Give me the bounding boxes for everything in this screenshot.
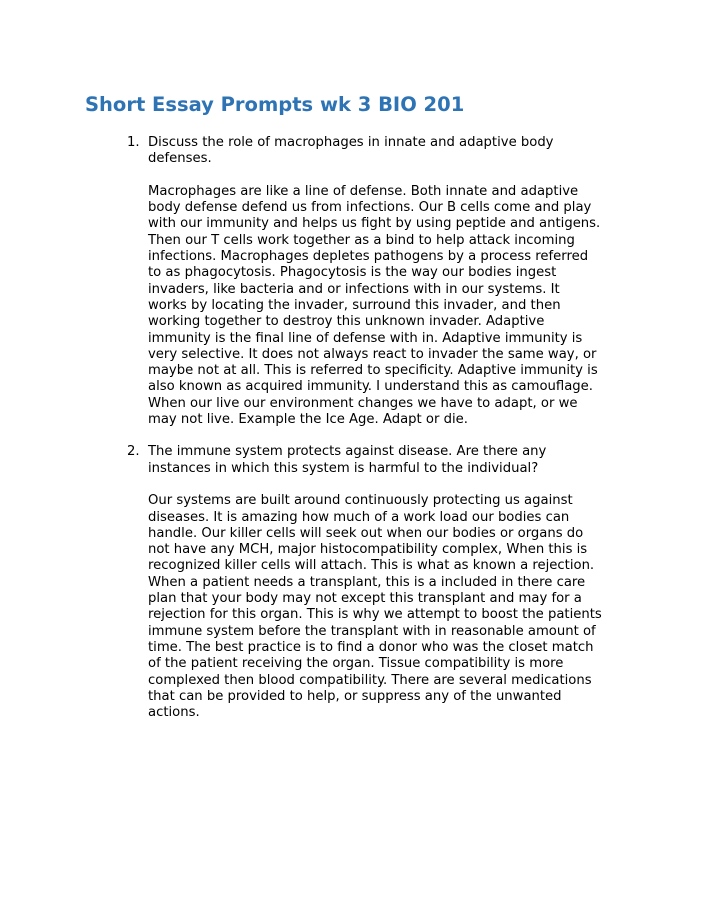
prompt-question: Discuss the role of macrophages in innate and adaptive body defenses.	[148, 135, 554, 167]
prompt-answer: Macrophages are like a line of defense. Both innate and adaptive body defense defend us from infections. Our B cells come and play with our immunity and helps us fight by using peptide and antigens. Then our T cells work together as a bind to help attack incoming infections. Macrophages depletes pathogens by a process referred to as phagocytosis. Phagocytosis is the way our bodies ingest invaders, like bacteria and or infections with in our systems. It works by locating the invader, surround this invader, and then working together to destroy this unknown invader. Adaptive immunity is the final line of defense with in. Adaptive immunity is very selective. It does not always react to invader the same way, or maybe not at all. This is referred to specificity. Adaptive immunity is also known as acquired immunity. I understand this as camouflage. When our live our environment changes we have to adapt, or we may not live. Example the Ice Age. Adapt or die.	[148, 183, 601, 428]
prompt-item-2	[125, 444, 625, 721]
prompt-number: 1.	[127, 135, 140, 150]
prompt-number: 2.	[127, 444, 140, 460]
prompt-list	[125, 135, 625, 721]
prompt-answer: Our systems are built around continuously protecting us against diseases. It is amazing how much of a work load our bodies can handle. Our killer cells will seek out when our bodies or organs do not have any MCH, major histocompatibility complex, When this is recognized killer cells will attach. This is what as known a rejection. When a patient needs a transplant, this is a included in there care plan that your body may not except this transplant and may for a rejection for this organ. This is why we attempt to boost the patients immune system before the transplant with in reasonable amount of time. The best practice is to find a donor who was the closet match of the patient receiving the organ. Tissue compatibility is more complexed then blood compatibility. There are several medications that can be provided to help, or suppress any of the unwanted actions.	[148, 493, 602, 721]
prompt-item-1	[125, 135, 625, 428]
prompt-question: The immune system protects against disease. Are there any instances in which this system is harmful to the individual?	[148, 444, 547, 476]
document-title: Short Essay Prompts wk 3 BIO 201	[85, 93, 465, 116]
